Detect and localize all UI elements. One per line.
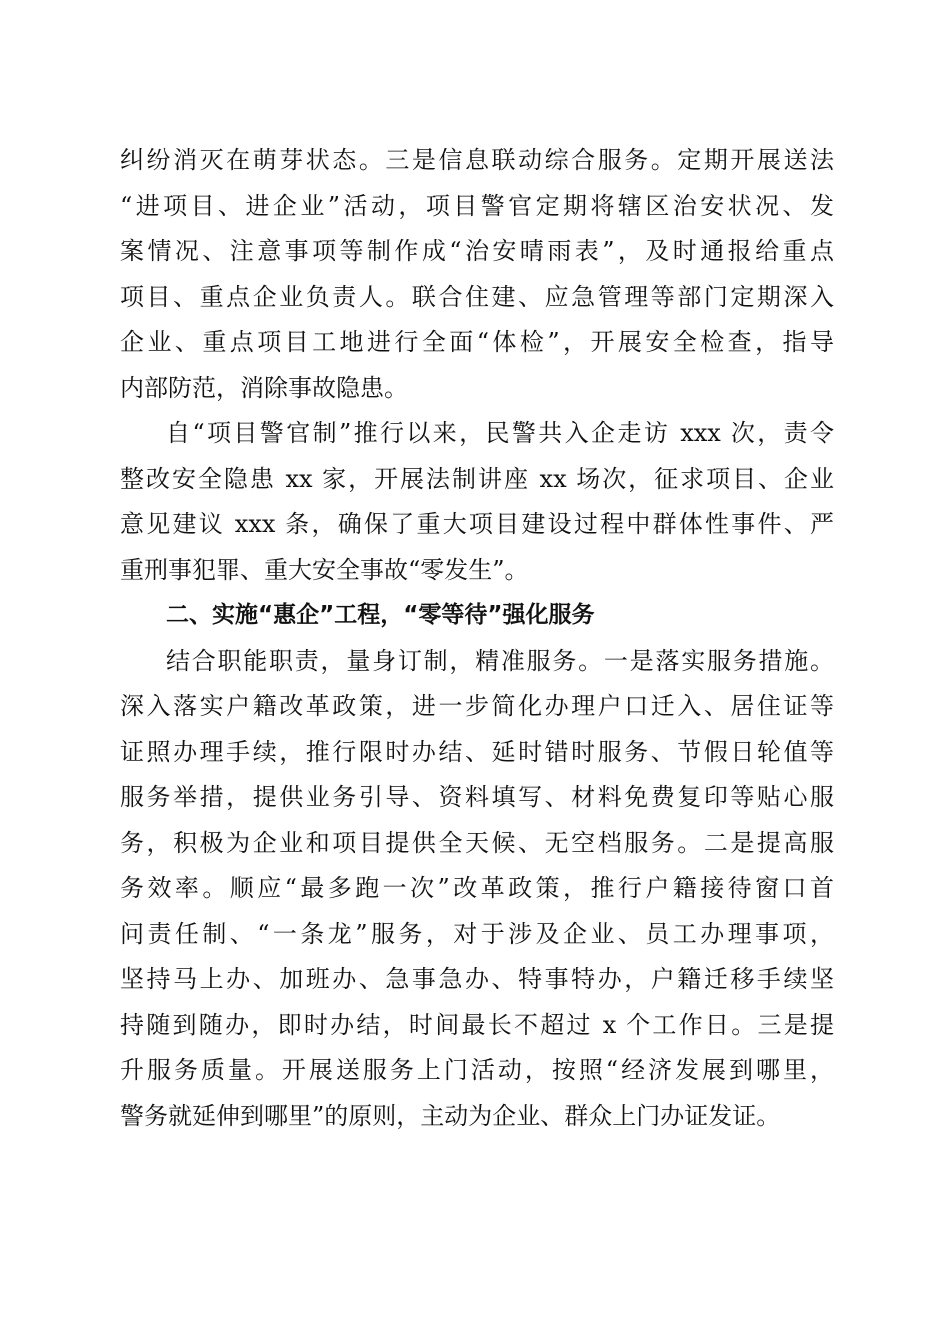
- paragraph-line: “进项目、进企业”活动，项目警官定期将辖区治安状况、发: [120, 191, 834, 220]
- paragraph-line: 自“项目警官制”推行以来，民警共入企走访 xxx 次，责令: [166, 419, 834, 447]
- paragraph-1: [120, 138, 834, 411]
- paragraph-line: 案情况、注意事项等制作成“治安晴雨表”，及时通报给重点: [120, 237, 834, 265]
- paragraph-3: [120, 639, 834, 1140]
- paragraph-line: 企业、重点项目工地进行全面“体检”，开展安全检查，指导: [120, 328, 834, 356]
- paragraph-line: 坚持马上办、加班办、急事急办、特事特办，户籍迁移手续坚: [120, 965, 834, 993]
- document-body: [120, 138, 834, 1139]
- paragraph-line: 务效率。顺应“最多跑一次”改革政策，推行户籍接待窗口首: [120, 874, 834, 902]
- paragraph-line: 问责任制、“一条龙”服务，对于涉及企业、员工办理事项，: [120, 919, 834, 948]
- paragraph-line: 务，积极为企业和项目提供全天候、无空档服务。二是提高服: [120, 828, 834, 857]
- paragraph-line: 警务就延伸到哪里”的原则，主动为企业、群众上门办证发证。: [120, 1101, 781, 1130]
- paragraph-2: [120, 411, 834, 593]
- paragraph-line: 升服务质量。开展送服务上门活动，按照“经济发展到哪里，: [120, 1056, 834, 1084]
- paragraph-line: 纠纷消灭在萌芽状态。三是信息联动综合服务。定期开展送法: [120, 146, 834, 174]
- paragraph-line: 项目、重点企业负责人。联合住建、应急管理等部门定期深入: [120, 282, 834, 311]
- paragraph-line: 服务举措，提供业务引导、资料填写、材料免费复印等贴心服: [120, 783, 834, 811]
- paragraph-line: 重刑事犯罪、重大安全事故“零发生”。: [120, 555, 529, 584]
- paragraph-line: 持随到随办，即时办结，时间最长不超过 x 个工作日。三是提: [120, 1010, 834, 1039]
- paragraph-line: 意见建议 xxx 条，确保了重大项目建设过程中群体性事件、严: [120, 510, 834, 538]
- paragraph-line: 深入落实户籍改革政策，进一步简化办理户口迁入、居住证等: [120, 692, 834, 720]
- section-heading-2: 二、实施“惠企”工程，“零等待”强化服务: [166, 602, 595, 628]
- paragraph-line: 结合职能职责，量身订制，精准服务。一是落实服务措施。: [166, 646, 834, 675]
- paragraph-line: 证照办理手续，推行限时办结、延时错时服务、节假日轮值等: [120, 737, 834, 766]
- paragraph-line: 整改安全隐患 xx 家，开展法制讲座 xx 场次，征求项目、企业: [120, 464, 834, 493]
- paragraph-line: 内部防范，消除事故隐患。: [120, 373, 408, 402]
